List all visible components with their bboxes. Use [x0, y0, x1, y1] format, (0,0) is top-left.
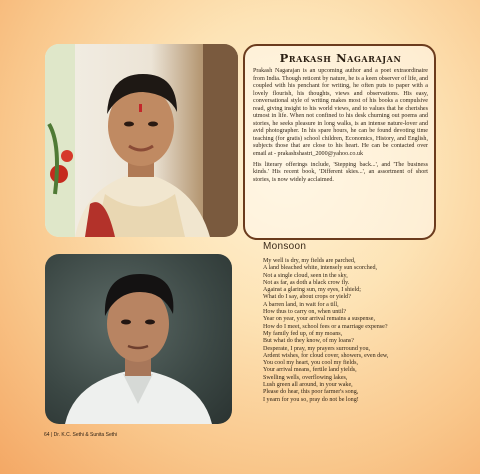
portrait-illustration: [45, 44, 238, 237]
author-portrait-formal: [45, 254, 232, 424]
poem-line: Year on year, your arrival remains a suspense,: [263, 316, 376, 323]
poem-line: My family fed up, of my moans,: [263, 330, 343, 337]
poem-line: Ardent wishes, for cloud cover, showers, even dew,: [263, 352, 389, 359]
poem-line: A land bleached white, intensely sun scorched,: [263, 265, 378, 272]
poem-body: [263, 258, 463, 404]
poem-line: I yearn for you so, pray do not be long!: [263, 396, 359, 403]
poem-line: A barren land, in wait for a till,: [263, 301, 339, 308]
poem-line: You cool my heart, you cool my fields,: [263, 360, 359, 367]
poem-line: Against a glaring sun, my eyes, I shield;: [263, 287, 361, 294]
portrait-illustration: [45, 254, 232, 424]
poem-line: But what do they know, of my loans?: [263, 338, 354, 345]
author-name-heading: Prakash Nagarajan: [279, 51, 402, 65]
poem-line: Swelling wells, overflowing lakes,: [263, 374, 348, 381]
poem-line: Lush green all around, in your wake,: [263, 382, 353, 389]
bio-paragraph: His literary offerings include, 'Stepping back...', and 'The business kinds.' His recent book, 'Different skies...', an assortment of short stories, is now widely acclaimed.: [253, 161, 428, 183]
poem-line: My well is dry, my fields are parched,: [263, 258, 356, 264]
author-bio-panel: [243, 44, 436, 240]
author-portrait-traditional: [45, 44, 238, 237]
poem-line: Not as far, as doth a black crow fly.: [263, 279, 350, 286]
page-footer: 64 | Dr. K.C. Sethi & Sunita Sethi: [44, 432, 118, 438]
poem-line: How do I meet, school fees or a marriage expense?: [263, 323, 388, 330]
poem-line: Desperate, I pray, my prayers surround you,: [263, 345, 371, 352]
poem-line: Not a single cloud, seen in the sky,: [263, 272, 348, 279]
poem-line: How thus to carry on, when until?: [263, 309, 347, 316]
poem-line: Your arrival means, fertile land yields,: [263, 367, 357, 374]
poem-line: What do I say, about crops or yield?: [263, 294, 351, 301]
bio-paragraph: Prakash Nagarajan is an upcoming author and a poet extraordinaire from India. Though reticent by nature, he is a keen observer of life, and coupled with his penchant for writing, he often puts to paper with a lovely flourish, his thoughts, views and observations. His easy, conversational style of writing makes most of his books a compulsive read, giving insight to his world views, and to values that he cherishes utmost in life. When not confined to his desk churning out poems and stories, he seeks pleasure in long walks, is an intense nature-lover and avid photographer. In his spare hours, he can be found devoting time teaching (for gratis) school children, Economics, History, and English, subjects those that are close to his heart. He can be contacted over email at - prakashshastri_2000@yahoo.co.uk: [253, 68, 428, 158]
poem-line: Please do hear, this poor farmer's song,: [263, 389, 359, 396]
poem-title: Monsoon: [263, 241, 307, 252]
